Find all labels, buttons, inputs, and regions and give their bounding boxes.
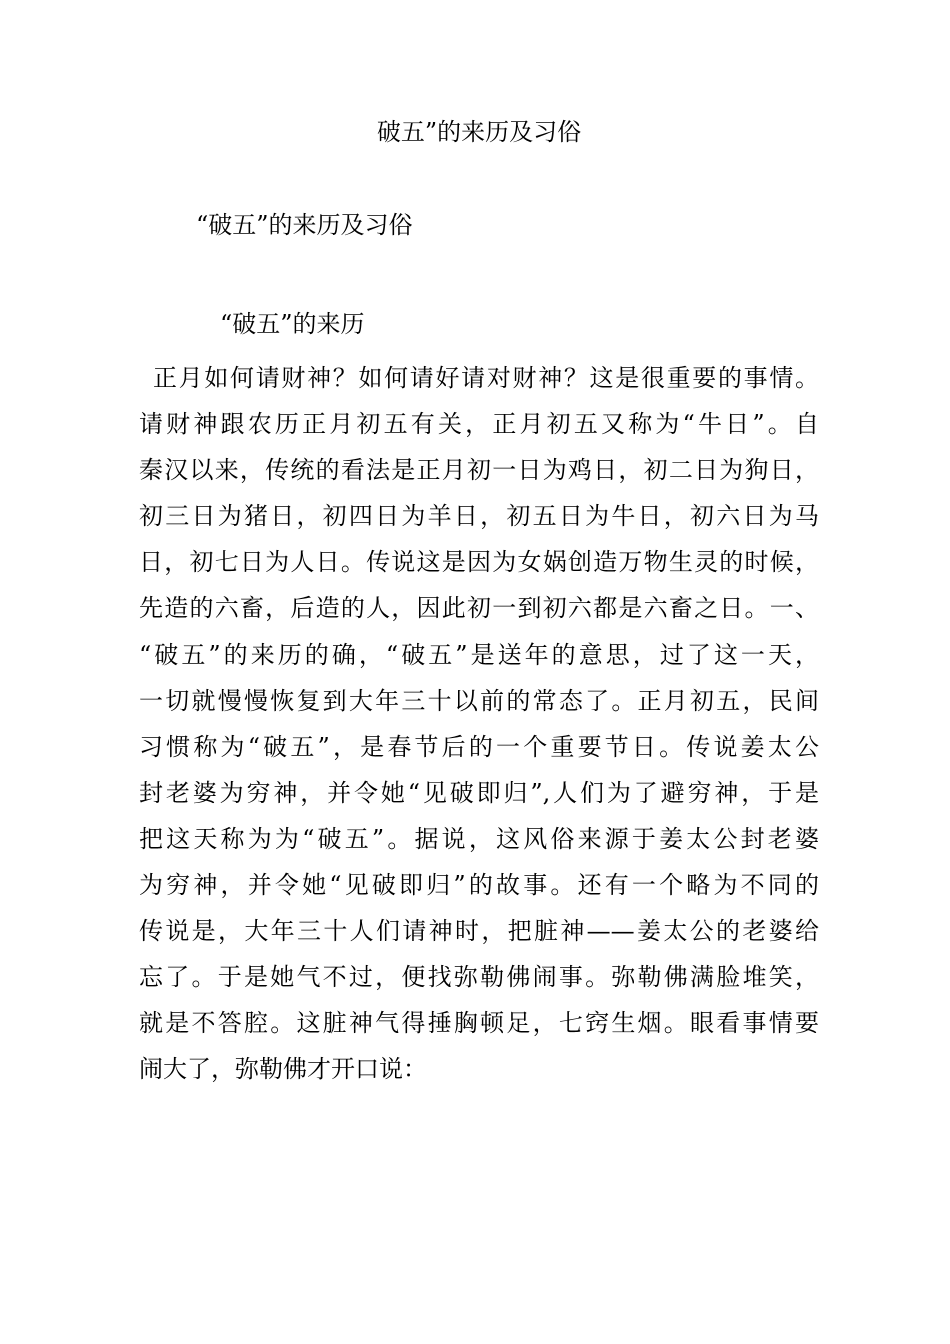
paragraph-line: 就是不答腔。这脏神气得捶胸顿足，七窍生烟。眼看事情要 [139, 1009, 819, 1038]
paragraph-line: 正月如何请财神？如何请好请对财神？这是很重要的事情。 [153, 364, 819, 392]
paragraph-line: 为穷神，并令她“见破即归”的故事。还有一个略为不同的 [139, 871, 819, 900]
paragraph-line: 一切就慢慢恢复到大年三十以前的常态了。正月初五，民间 [139, 686, 819, 715]
paragraph-line: 封老婆为穷神，并令她“见破即归”,人们为了避穷神，于是 [139, 778, 819, 807]
paragraph-line: 传说是，大年三十人们请神时，把脏神——姜太公的老婆给 [139, 917, 819, 946]
paragraph-line: 把这天称为为“破五”。据说，这风俗来源于姜太公封老婆 [139, 824, 819, 853]
paragraph-line: 请财神跟农历正月初五有关，正月初五又称为“牛日”。自 [139, 410, 819, 439]
paragraph-line: 日，初七日为人日。传说这是因为女娲创造万物生灵的时候， [139, 548, 819, 577]
paragraph-line: 初三日为猪日，初四日为羊日，初五日为牛日，初六日为马 [139, 502, 819, 531]
section-heading: “破五”的来历及习俗 [196, 211, 413, 239]
paragraph-line: 习惯称为“破五”，是春节后的一个重要节日。传说姜太公 [139, 732, 819, 761]
paragraph-line: 先造的六畜，后造的人，因此初一到初六都是六畜之日。一、 [139, 594, 819, 623]
document-title: 破五”的来历及习俗 [376, 118, 582, 146]
paragraph-line: 忘了。于是她气不过，便找弥勒佛闹事。弥勒佛满脸堆笑， [139, 963, 819, 992]
paragraph-line: 闹大了，弥勒佛才开口说： [139, 1055, 427, 1084]
paragraph-line: “破五”的来历的确，“破五”是送年的意思，过了这一天， [139, 640, 819, 669]
subsection-heading: “破五”的来历 [220, 310, 365, 338]
paragraph-line: 秦汉以来，传统的看法是正月初一日为鸡日，初二日为狗日， [139, 456, 819, 485]
body-paragraph [139, 355, 819, 1093]
